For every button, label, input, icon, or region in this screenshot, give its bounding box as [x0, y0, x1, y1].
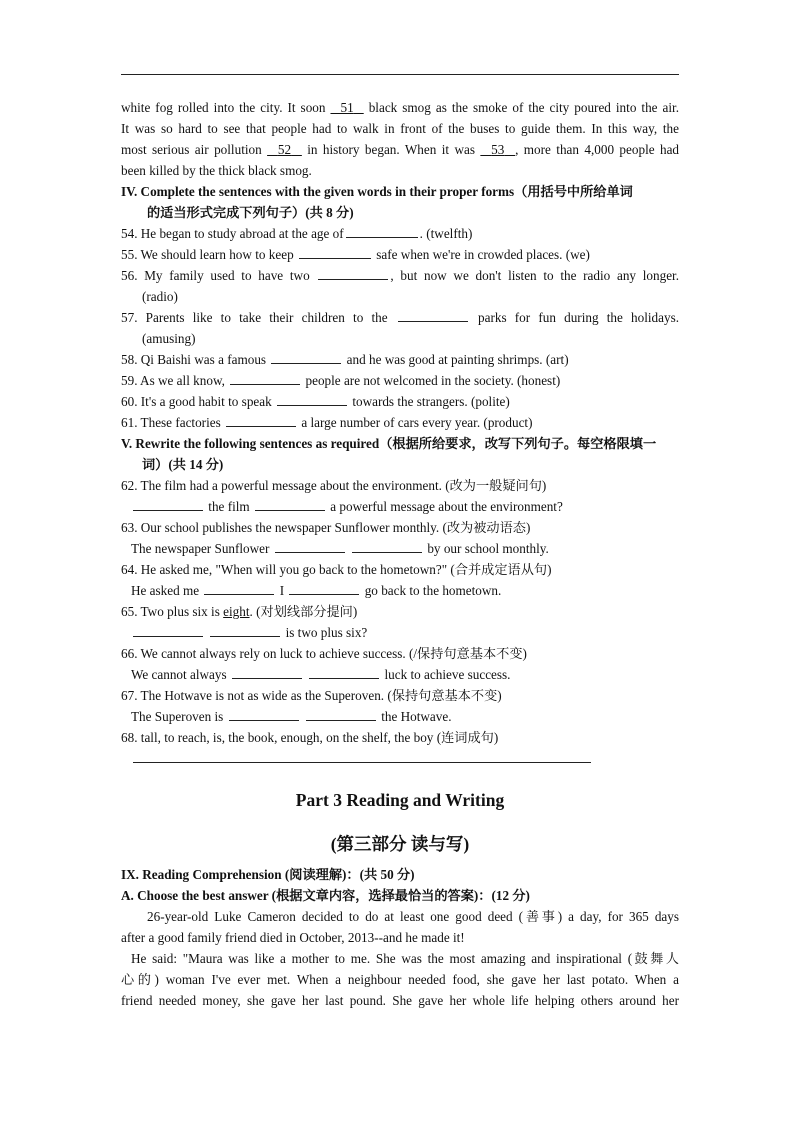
answer-blank[interactable]: [352, 539, 422, 553]
page-content: [121, 97, 679, 1011]
question-54: 54. He began to study abroad at the age of . (twelfth): [121, 226, 473, 241]
question-63: 63. Our school publishes the newspaper Sunflower monthly. (改为被动语态): [121, 520, 531, 535]
section5-heading: V. Rewrite the following sentences as required（根据所给要求，改写下列句子。每空格限填一: [121, 436, 657, 451]
part3-subtitle: (第三部分 读与写): [330, 834, 470, 854]
answer-blank[interactable]: [232, 665, 302, 679]
answer-blank[interactable]: [277, 392, 347, 406]
section9-heading: IX. Reading Comprehension (阅读理解)：(共 50 分): [121, 867, 415, 882]
answer-blank[interactable]: [210, 623, 280, 637]
answer-blank[interactable]: [230, 371, 300, 385]
underlined-word: eight: [223, 604, 250, 619]
answer-blank[interactable]: [226, 413, 296, 427]
reading-paragraph-line: 26-year-old Luke Cameron decided to do at least one good deed (善事) a day, for 365 days: [147, 909, 679, 924]
question-64: 64. He asked me, "When will you go back to the hometown?" (合并成定语从句): [121, 562, 552, 577]
question-56: 56. My family used to have two , but now we don't listen to the radio any longer.: [121, 268, 679, 283]
passage-line: white fog rolled into the city. It soon 51 black smog as the smoke of the city poured into the air.: [121, 100, 679, 115]
question-65-answer: is two plus six?: [121, 622, 679, 643]
answer-blank[interactable]: [309, 665, 379, 679]
question-67: 67. The Hotwave is not as wide as the Superoven. (保持句意基本不变): [121, 688, 502, 703]
answer-blank[interactable]: [306, 707, 376, 721]
answer-blank[interactable]: [289, 581, 359, 595]
question-63-answer: The newspaper Sunflower by our school monthly.: [131, 541, 549, 556]
answer-blank[interactable]: [299, 245, 371, 259]
question-57: 57. Parents like to take their children to the parks for fun during the holidays.: [121, 310, 679, 325]
answer-blank[interactable]: [133, 497, 203, 511]
question-64-answer: He asked me I go back to the hometown.: [131, 583, 502, 598]
question-62-answer: the film a powerful message about the environment?: [121, 496, 679, 517]
blank-52: 52: [277, 142, 292, 157]
reading-paragraph-line: after a good family friend died in October, 2013--and he made it!: [121, 930, 465, 945]
reading-paragraph-line: friend needed money, she gave her last pound. She gave her whole life helping others around her: [121, 993, 679, 1008]
answer-blank[interactable]: [275, 539, 345, 553]
section4-heading-cont: 的适当形式完成下列句子）(共 8 分): [147, 205, 354, 220]
question-67-answer: The Superoven is the Hotwave.: [131, 709, 452, 724]
section5-heading-cont: 词）(共 14 分): [142, 457, 224, 472]
answer-blank[interactable]: [204, 581, 274, 595]
reading-paragraph-line: He said: "Maura was like a mother to me. She was the most amazing and inspirational (鼓舞人: [131, 951, 679, 966]
blank-53: 53: [491, 142, 505, 157]
passage-line: been killed by the thick black smog.: [121, 163, 312, 178]
blank-51: 51: [340, 100, 354, 115]
question-56-hint: (radio): [142, 289, 178, 304]
answer-blank[interactable]: [271, 350, 341, 364]
passage-line: most serious air pollution 52 in history began. When it was 53 , more than 4,000 people had: [121, 142, 679, 157]
question-65: 65. Two plus six is eight. (对划线部分提问): [121, 604, 358, 619]
header-rule: [121, 74, 679, 75]
answer-blank[interactable]: [229, 707, 299, 721]
answer-line[interactable]: [133, 749, 591, 763]
question-61: 61. These factories a large number of cars every year. (product): [121, 415, 533, 430]
question-59: 59. As we all know, people are not welcomed in the society. (honest): [121, 373, 561, 388]
reading-paragraph-line: 心的) woman I've ever met. When a neighbour needed food, she gave her last potato. When a: [121, 972, 679, 987]
section4-heading: IV. Complete the sentences with the given words in their proper forms（用括号中所给单词: [121, 184, 633, 199]
question-66-answer: We cannot always luck to achieve success.: [131, 667, 511, 682]
answer-blank[interactable]: [318, 266, 388, 280]
part3-title: Part 3 Reading and Writing: [295, 790, 505, 810]
question-68-answer: [121, 748, 679, 769]
answer-blank[interactable]: [398, 308, 468, 322]
question-60: 60. It's a good habit to speak towards the strangers. (polite): [121, 394, 510, 409]
question-68: 68. tall, to reach, is, the book, enough, on the shelf, the boy (连词成句): [121, 730, 499, 745]
answer-blank[interactable]: [255, 497, 325, 511]
answer-blank[interactable]: [346, 224, 418, 238]
answer-blank[interactable]: [133, 623, 203, 637]
question-62: 62. The film had a powerful message about the environment. (改为一般疑问句): [121, 478, 547, 493]
question-57-hint: (amusing): [142, 331, 196, 346]
question-58: 58. Qi Baishi was a famous and he was good at painting shrimps. (art): [121, 352, 569, 367]
passage-line: It was so hard to see that people had to walk in front of the buses to guide them. In this way, the: [121, 121, 679, 136]
question-55: 55. We should learn how to keep safe when we're in crowded places. (we): [121, 247, 590, 262]
section9-subheading: A. Choose the best answer (根据文章内容，选择最恰当的答案)：(12 分): [121, 888, 530, 903]
question-66: 66. We cannot always rely on luck to achieve success. (/保持句意基本不变): [121, 646, 527, 661]
